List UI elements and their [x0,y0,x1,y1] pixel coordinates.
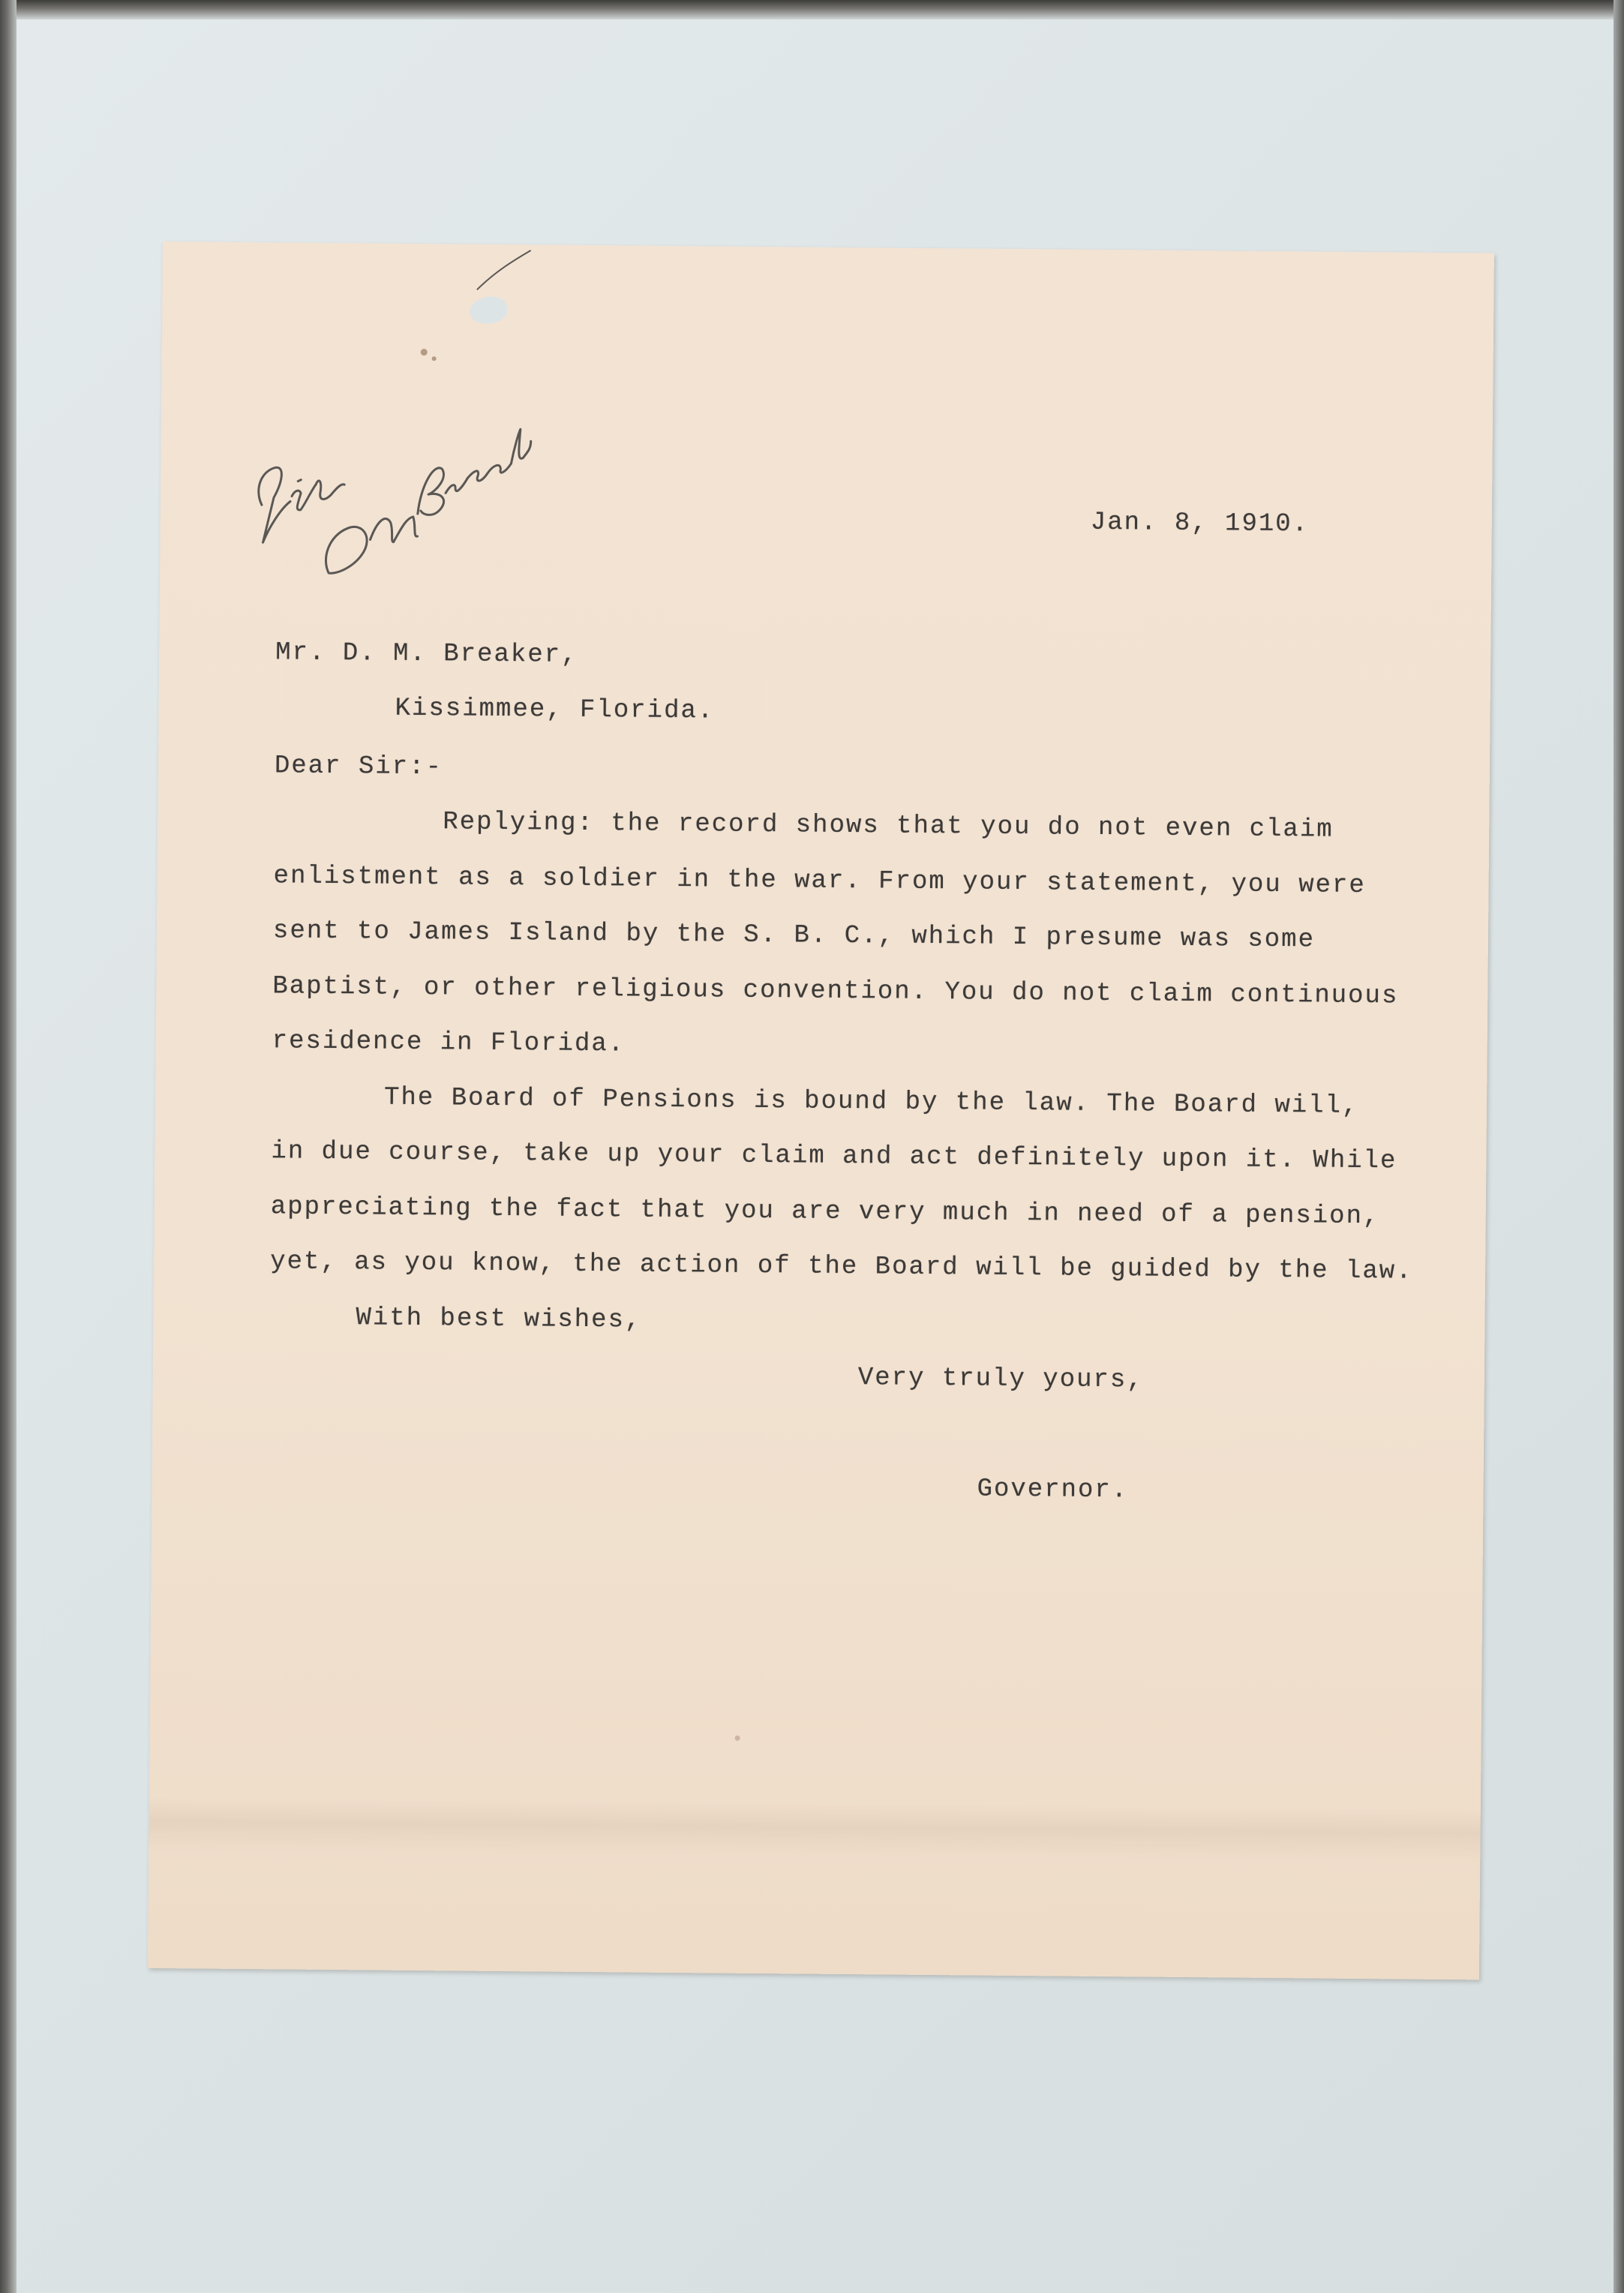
closing-salutation: Very truly yours, [857,1364,1144,1395]
letter-date: Jan. 8, 1910. [1090,508,1310,539]
handwritten-file-note [216,242,534,620]
paragraph1-line: residence in Florida. [272,1027,626,1059]
paragraph2-line: appreciating the fact that you are very much in need of a pension, [270,1193,1380,1232]
paragraph2-line: The Board of Pensions is bound by the law. The Board will, [383,1083,1359,1121]
closing-wishes: With best wishes, [356,1304,642,1335]
scanner-frame-left [0,0,17,2293]
signature-title: Governor. [977,1475,1129,1505]
letter-page [148,242,1494,1979]
paragraph1-line: sent to James Island by the S. B. C., which I presume was some [272,917,1316,955]
recipient-name: Mr. D. M. Breaker, [275,638,578,670]
paragraph1-line: Baptist, or other religious convention. You do not claim continuous [272,972,1399,1011]
scanner-frame-top [0,0,1624,20]
salutation: Dear Sir:- [274,752,443,782]
paragraph2-line: yet, as you know, the action of the Board will be guided by the law. [269,1247,1413,1286]
paragraph1-line: enlistment as a soldier in the war. From your statement, you were [273,862,1366,901]
paragraph2-line: in due course, take up your claim and act definitely upon it. While [271,1137,1397,1176]
paragraph1-line: Replying: the record shows that you do not even claim [443,808,1334,845]
recipient-location: Kissimmee, Florida. [395,694,715,726]
scanner-frame-right [1613,0,1624,2293]
ink-spot [735,1736,740,1741]
paper-fold [149,1798,1481,1862]
